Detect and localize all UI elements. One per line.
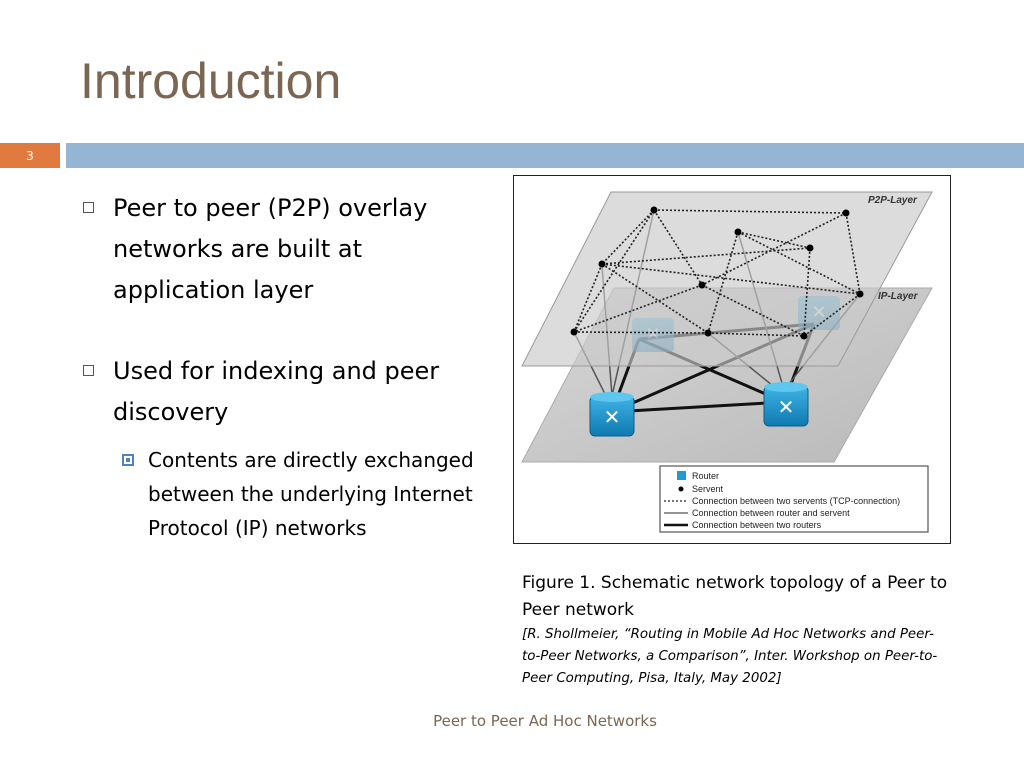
- filled-square-bullet-icon: [122, 454, 134, 466]
- legend-tcp-label: Connection between two servents (TCP-connection): [692, 496, 901, 506]
- svg-text:✕: ✕: [603, 405, 621, 429]
- bullet-item: [80, 188, 500, 311]
- router-legend-icon: [677, 471, 686, 480]
- network-topology-diagram: [514, 176, 950, 543]
- legend-servent-label: Servent: [692, 484, 724, 494]
- sub-bullet-text: Contents are directly exchanged between the underlying Internet Protocol (IP) networks: [148, 448, 474, 540]
- slide-number: 3: [0, 143, 60, 168]
- sub-bullet-item: [118, 443, 500, 545]
- bullet-text: Peer to peer (P2P) overlay networks are built at application layer: [113, 194, 428, 304]
- bullet-item: [80, 351, 500, 433]
- slide-footer: Peer to Peer Ad Hoc Networks: [433, 712, 657, 730]
- square-bullet-icon: [83, 365, 94, 376]
- square-bullet-icon: [83, 202, 94, 213]
- router-icon: [590, 392, 634, 436]
- legend-router-servent-label: Connection between router and servent: [692, 508, 850, 518]
- p2p-layer-label: P2P-Layer: [868, 195, 917, 206]
- router-icon: [764, 382, 808, 426]
- legend-router-router-label: Connection between two routers: [692, 520, 822, 530]
- caption-reference: [R. Shollmeier, “Routing in Mobile Ad Hoc Networks and Peer-to-Peer Networks, a Comparison”, Inter. Workshop on Peer-to-Peer Computing, Pisa, Italy, May 2002]: [522, 627, 938, 686]
- servent-legend-icon: [679, 487, 684, 492]
- svg-text:✕: ✕: [777, 395, 795, 419]
- network-topology-figure: [513, 175, 951, 544]
- ip-layer-label: IP-Layer: [878, 291, 918, 302]
- bullet-text: Used for indexing and peer discovery: [113, 357, 440, 426]
- figure-caption: [522, 570, 952, 690]
- figure-legend: [660, 466, 928, 532]
- bullet-list: [80, 188, 500, 545]
- title-divider-band: [66, 143, 1024, 168]
- caption-title: Figure 1. Schematic network topology of a Peer to Peer network: [522, 573, 948, 620]
- legend-router-label: Router: [692, 471, 720, 481]
- slide-title: Introduction: [80, 53, 342, 109]
